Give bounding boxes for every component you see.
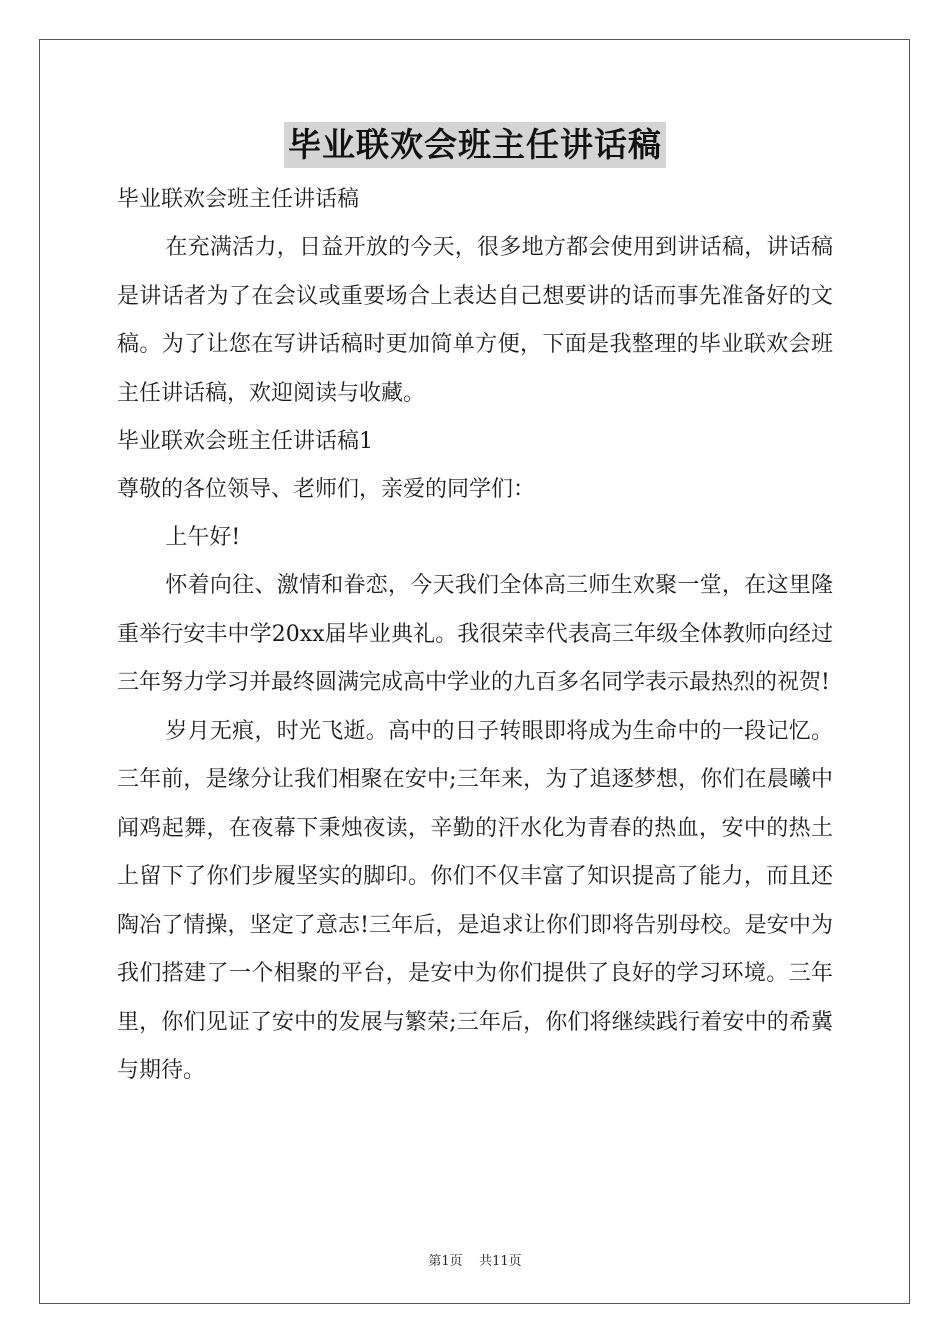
salutation: 尊敬的各位领导、老师们，亲爱的同学们：	[117, 477, 536, 502]
document-subtitle: 毕业联欢会班主任讲话稿	[117, 187, 360, 212]
greeting: 上午好!	[165, 525, 241, 550]
page-number: 第1页	[428, 1254, 463, 1269]
document-title: 毕业联欢会班主任讲话稿	[284, 122, 666, 168]
page-footer	[0, 1250, 950, 1269]
body-paragraph-2: 岁月无痕，时光飞逝。高中的日子转眼即将成为生命中的一段记忆。三年前，是缘分让我们相聚在安中;三年来，为了追逐梦想，你们在晨曦中闻鸡起舞，在夜幕下秉烛夜读，辛勤的汗水化为青春的热血，安中的热土上留下了你们步履坚实的脚印。你们不仅丰富了知识提高了能力，而且还陶冶了情操，坚定了意志!三年后，是追求让你们即将告别母校。是安中为我们搭建了一个相聚的平台，是安中为你们提供了良好的学习环境。三年里，你们见证了安中的发展与繁荣;三年后，你们将继续践行着安中的希冀与期待。	[117, 718, 833, 1083]
page-total: 共11页	[479, 1254, 522, 1269]
document-body	[117, 176, 833, 1096]
body-paragraph-1: 怀着向往、激情和眷恋，今天我们全体高三师生欢聚一堂，在这里隆重举行安丰中学20xx届毕业典礼。我很荣幸代表高三年级全体教师向经过三年努力学习并最终圆满完成高中学业的九百多名同学表示最热烈的祝贺!	[117, 573, 833, 695]
title-container	[0, 122, 950, 168]
intro-paragraph: 在充满活力，日益开放的今天，很多地方都会使用到讲话稿，讲话稿是讲话者为了在会议或重要场合上表达自己想要讲的话而事先准备好的文稿。为了让您在写讲话稿时更加简单方便，下面是我整理的毕业联欢会班主任讲话稿，欢迎阅读与收藏。	[117, 235, 833, 406]
section-heading: 毕业联欢会班主任讲话稿1	[117, 429, 373, 454]
